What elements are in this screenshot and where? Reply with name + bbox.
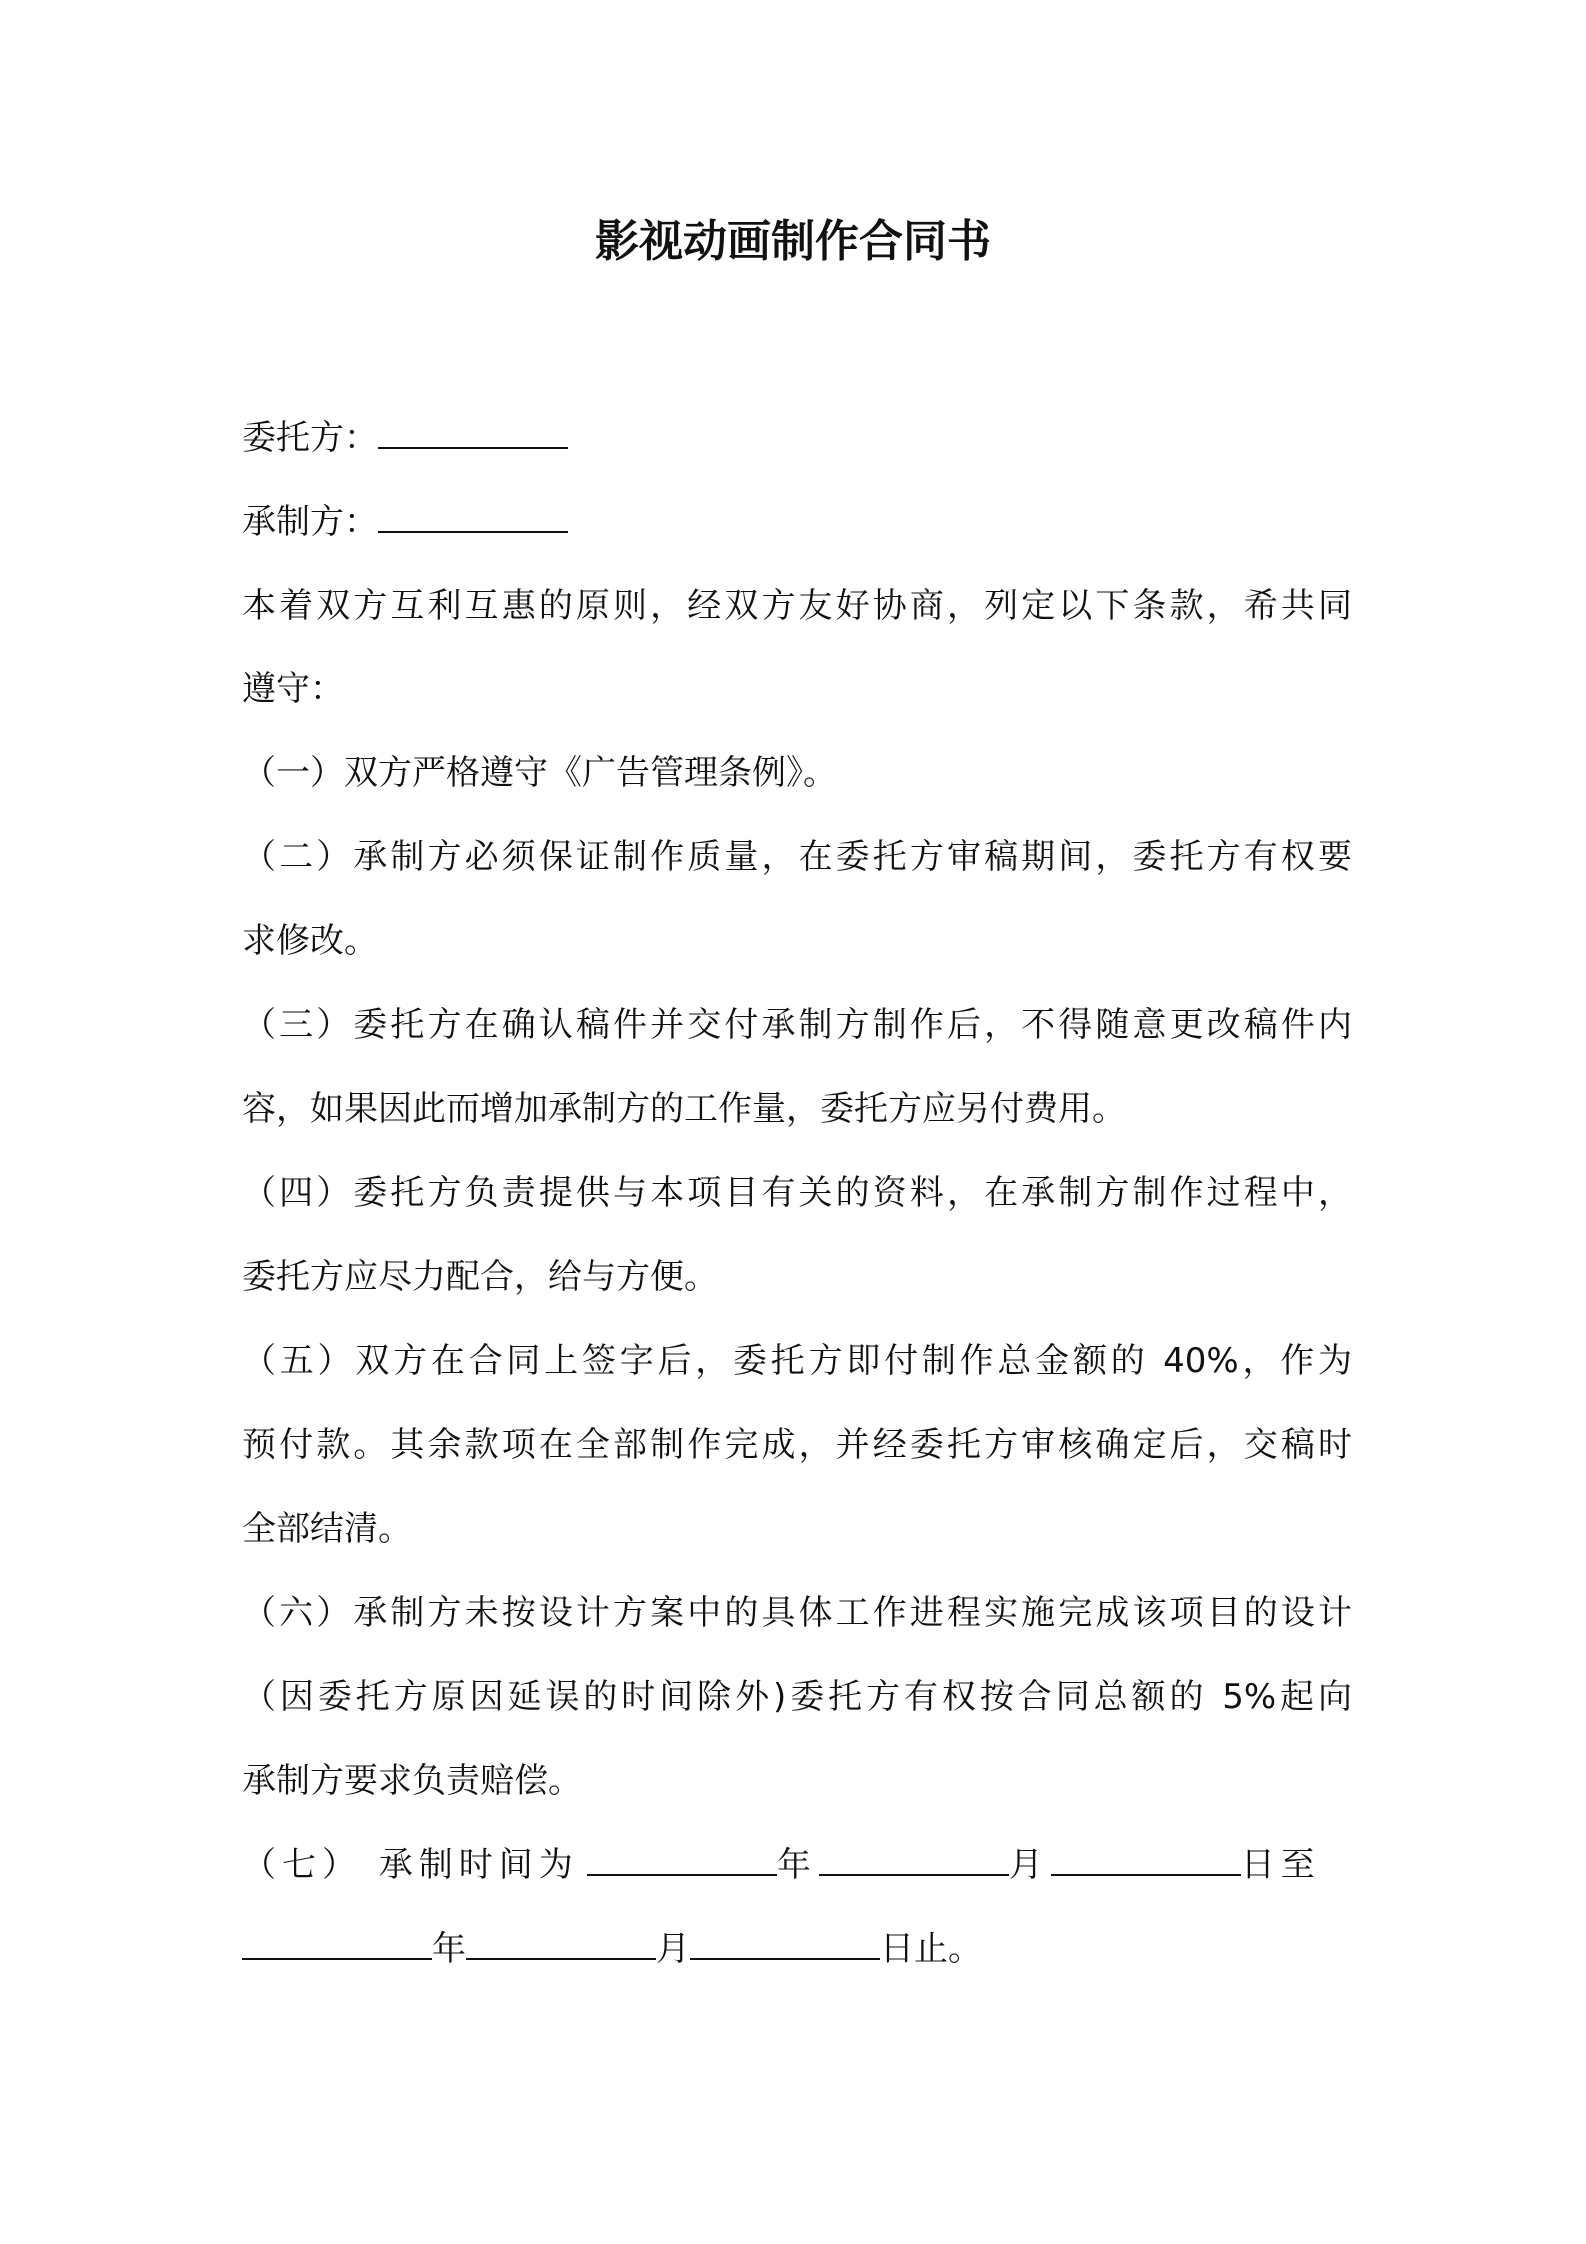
clause-6-line: （因委托方原因延误的时间除外)委托方有权按合同总额的 5%起向 bbox=[242, 1677, 1352, 1717]
start-day-unit: 日至 bbox=[1240, 1845, 1321, 1885]
clause-1: （一）双方严格遵守《广告管理条例》。 bbox=[242, 753, 837, 793]
start-year-blank[interactable] bbox=[587, 1844, 777, 1876]
clause-3-line: （三）委托方在确认稿件并交付承制方制作后，不得随意更改稿件内 bbox=[242, 1005, 1352, 1045]
contractor-blank[interactable] bbox=[378, 501, 568, 533]
contractor-label: 承制方： bbox=[242, 502, 378, 542]
end-month-unit: 月 bbox=[656, 1929, 690, 1969]
start-day-blank[interactable] bbox=[1051, 1844, 1241, 1876]
clause-3-line: 容，如果因此而增加承制方的工作量，委托方应另付费用。 bbox=[242, 1089, 1126, 1129]
clause-7-line-2 bbox=[242, 1924, 1352, 1974]
clause-6-line: （六）承制方未按设计方案中的具体工作进程实施完成该项目的设计 bbox=[242, 1593, 1352, 1633]
clause-7-line-1 bbox=[242, 1840, 1352, 1890]
clause-2-line: 求修改。 bbox=[242, 921, 378, 961]
document-title: 影视动画制作合同书 bbox=[595, 216, 991, 267]
start-year-unit: 年 bbox=[776, 1845, 811, 1885]
start-month-blank[interactable] bbox=[819, 1844, 1009, 1876]
intro-line: 本着双方互利互惠的原则，经双方友好协商，列定以下条款，希共同 bbox=[242, 586, 1352, 626]
end-day-unit: 日止。 bbox=[880, 1929, 982, 1969]
intro-line: 遵守： bbox=[242, 669, 344, 709]
end-day-blank[interactable] bbox=[690, 1928, 880, 1960]
clause-4-line: 委托方应尽力配合，给与方便。 bbox=[242, 1257, 718, 1297]
clause-5-line: （五）双方在合同上签字后，委托方即付制作总金额的 40%，作为 bbox=[242, 1341, 1352, 1381]
end-month-blank[interactable] bbox=[466, 1928, 656, 1960]
client-label: 委托方： bbox=[242, 418, 378, 458]
start-month-unit: 月 bbox=[1008, 1845, 1043, 1885]
contractor-field bbox=[242, 497, 1352, 547]
clause-5-line: 全部结清。 bbox=[242, 1509, 412, 1549]
clause-2-line: （二）承制方必须保证制作质量，在委托方审稿期间，委托方有权要 bbox=[242, 837, 1352, 877]
clause-6-line: 承制方要求负责赔偿。 bbox=[242, 1761, 582, 1801]
clause-7-prefix: （七） 承制时间为 bbox=[242, 1845, 579, 1885]
end-year-unit: 年 bbox=[432, 1929, 466, 1969]
client-blank[interactable] bbox=[378, 417, 568, 449]
clause-4-line: （四）委托方负责提供与本项目有关的资料，在承制方制作过程中， bbox=[242, 1173, 1352, 1213]
client-field bbox=[242, 413, 1352, 463]
clause-5-line: 预付款。其余款项在全部制作完成，并经委托方审核确定后，交稿时 bbox=[242, 1425, 1352, 1465]
end-year-blank[interactable] bbox=[242, 1928, 432, 1960]
